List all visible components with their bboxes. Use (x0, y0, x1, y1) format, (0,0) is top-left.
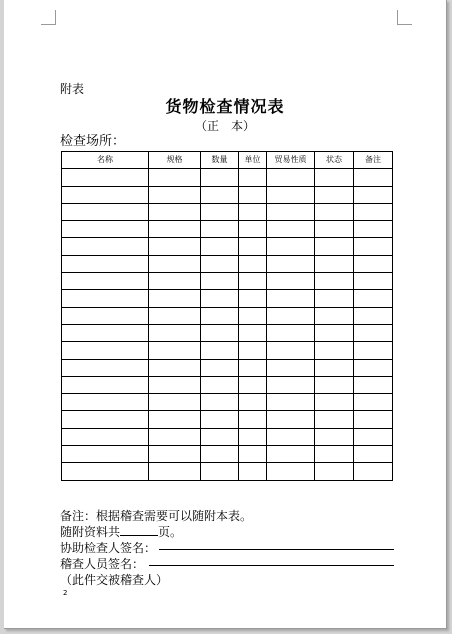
table-cell (201, 446, 239, 463)
table-body (62, 169, 393, 480)
table-cell (201, 342, 239, 359)
table-cell (267, 446, 315, 463)
table-cell (267, 186, 315, 203)
table-cell (239, 186, 267, 203)
attached-pages-suffix: 页。 (158, 525, 183, 539)
table-cell (267, 463, 315, 480)
table-cell (315, 307, 354, 324)
table-row (62, 342, 393, 359)
remarks-note: 备注：根据稽查需要可以随附本表。 (60, 509, 253, 523)
table-header-row (62, 152, 393, 169)
table-cell (354, 186, 393, 203)
table-cell (315, 186, 354, 203)
table-cell (62, 255, 149, 272)
column-header-trade-nature: 贸易性质 (267, 152, 315, 169)
column-header-status: 状态 (315, 152, 354, 169)
table-cell (315, 255, 354, 272)
table-cell (149, 428, 201, 445)
column-header-unit: 单位 (239, 152, 267, 169)
margin-mark-top-right (397, 10, 412, 25)
table-cell (354, 446, 393, 463)
table-cell (149, 186, 201, 203)
page-title: 货物检查情况表 (165, 97, 285, 116)
table-cell (149, 273, 201, 290)
attached-pages-line (60, 523, 182, 540)
table-cell (354, 359, 393, 376)
table-cell (201, 221, 239, 238)
column-header-spec: 规格 (149, 152, 201, 169)
table-cell (315, 324, 354, 341)
table-row (62, 394, 393, 411)
table-cell (201, 169, 239, 186)
table-cell (201, 273, 239, 290)
table-cell (149, 359, 201, 376)
table-cell (315, 169, 354, 186)
table-cell (62, 169, 149, 186)
table-cell (239, 446, 267, 463)
table-cell (149, 169, 201, 186)
table-cell (239, 203, 267, 220)
table-cell (149, 376, 201, 393)
table-cell (267, 238, 315, 255)
table-cell (62, 324, 149, 341)
table-cell (62, 290, 149, 307)
table-cell (315, 290, 354, 307)
table-row (62, 307, 393, 324)
table-cell (149, 221, 201, 238)
table-row (62, 359, 393, 376)
table-cell (201, 411, 239, 428)
table-cell (315, 359, 354, 376)
table-cell (315, 221, 354, 238)
table-cell (62, 186, 149, 203)
table-cell (267, 169, 315, 186)
table-cell (239, 221, 267, 238)
table-row (62, 290, 393, 307)
inspector-signature-label: 稽查人员签名： (60, 557, 145, 571)
table-row (62, 221, 393, 238)
table-cell (201, 376, 239, 393)
table-cell (201, 186, 239, 203)
table-cell (239, 359, 267, 376)
table-cell (62, 238, 149, 255)
table-row (62, 203, 393, 220)
inspector-signature-line (149, 565, 394, 566)
table-cell (315, 376, 354, 393)
table-row (62, 169, 393, 186)
table-cell (354, 273, 393, 290)
table-cell (149, 324, 201, 341)
table-cell (62, 273, 149, 290)
table-cell (354, 290, 393, 307)
table-cell (267, 376, 315, 393)
page-number: 2 (63, 589, 68, 597)
table-cell (62, 342, 149, 359)
table-cell (267, 359, 315, 376)
table-cell (149, 238, 201, 255)
assistant-signature-line (159, 549, 394, 550)
table-cell (62, 203, 149, 220)
table-cell (315, 394, 354, 411)
table-cell (201, 394, 239, 411)
table-cell (239, 342, 267, 359)
table-row (62, 446, 393, 463)
table-cell (239, 428, 267, 445)
table-cell (201, 359, 239, 376)
table-cell (149, 411, 201, 428)
table-cell (239, 169, 267, 186)
table-row (62, 463, 393, 480)
table-cell (354, 324, 393, 341)
table-cell (62, 221, 149, 238)
attached-pages-prefix: 随附资料共 (60, 525, 121, 539)
table-cell (239, 307, 267, 324)
table-cell (354, 428, 393, 445)
table-cell (62, 463, 149, 480)
assistant-signature-label: 协助检查人签名： (60, 541, 157, 555)
table-cell (149, 463, 201, 480)
table-cell (354, 463, 393, 480)
table-cell (239, 411, 267, 428)
goods-inspection-table (61, 151, 393, 481)
table-cell (267, 342, 315, 359)
table-cell (62, 428, 149, 445)
table-cell (239, 255, 267, 272)
table-cell (354, 255, 393, 272)
table-cell (201, 255, 239, 272)
table-cell (267, 411, 315, 428)
table-cell (267, 307, 315, 324)
document-page (4, 0, 447, 629)
table-cell (267, 324, 315, 341)
table-cell (315, 342, 354, 359)
table-row (62, 324, 393, 341)
table-cell (201, 290, 239, 307)
table-cell (149, 342, 201, 359)
table-cell (267, 290, 315, 307)
table-cell (201, 428, 239, 445)
table-row (62, 376, 393, 393)
table-cell (62, 376, 149, 393)
table-cell (315, 273, 354, 290)
attached-pages-blank (120, 525, 158, 536)
column-header-remarks: 备注 (354, 152, 393, 169)
table-cell (267, 255, 315, 272)
table-cell (149, 203, 201, 220)
table-cell (267, 203, 315, 220)
table-cell (267, 394, 315, 411)
table-cell (354, 342, 393, 359)
table-cell (62, 307, 149, 324)
table-cell (62, 446, 149, 463)
table-cell (62, 359, 149, 376)
table-cell (201, 463, 239, 480)
table-cell (315, 238, 354, 255)
table-cell (239, 290, 267, 307)
table-cell (315, 446, 354, 463)
table-cell (354, 169, 393, 186)
table-cell (239, 376, 267, 393)
table-cell (267, 221, 315, 238)
table-cell (149, 307, 201, 324)
table-cell (62, 394, 149, 411)
table-cell (149, 394, 201, 411)
attachment-label: 附表 (60, 82, 85, 96)
table-cell (354, 411, 393, 428)
table-cell (201, 307, 239, 324)
margin-mark-top-left (41, 10, 56, 25)
table-cell (315, 411, 354, 428)
table-cell (354, 203, 393, 220)
table-row (62, 273, 393, 290)
table-cell (201, 324, 239, 341)
table-cell (354, 307, 393, 324)
table-cell (315, 463, 354, 480)
table-cell (267, 273, 315, 290)
table-cell (149, 290, 201, 307)
table-row (62, 186, 393, 203)
inspection-place-label: 检查场所： (60, 134, 126, 149)
table-cell (149, 255, 201, 272)
column-header-quantity: 数量 (201, 152, 239, 169)
table-cell (239, 463, 267, 480)
table-cell (149, 446, 201, 463)
table-cell (201, 238, 239, 255)
table-cell (354, 376, 393, 393)
copy-note: （此件交被稽查人） (60, 573, 169, 587)
table-row (62, 238, 393, 255)
table-cell (354, 221, 393, 238)
table-cell (315, 203, 354, 220)
table-cell (354, 238, 393, 255)
table-cell (62, 411, 149, 428)
table-cell (239, 273, 267, 290)
table-row (62, 255, 393, 272)
table-cell (239, 394, 267, 411)
table-cell (201, 203, 239, 220)
table-cell (354, 394, 393, 411)
table-cell (267, 428, 315, 445)
page-subtitle: （正 本） (194, 119, 255, 133)
table-row (62, 411, 393, 428)
table-row (62, 428, 393, 445)
table-cell (239, 324, 267, 341)
column-header-name: 名称 (62, 152, 149, 169)
table-cell (315, 428, 354, 445)
table-cell (239, 238, 267, 255)
